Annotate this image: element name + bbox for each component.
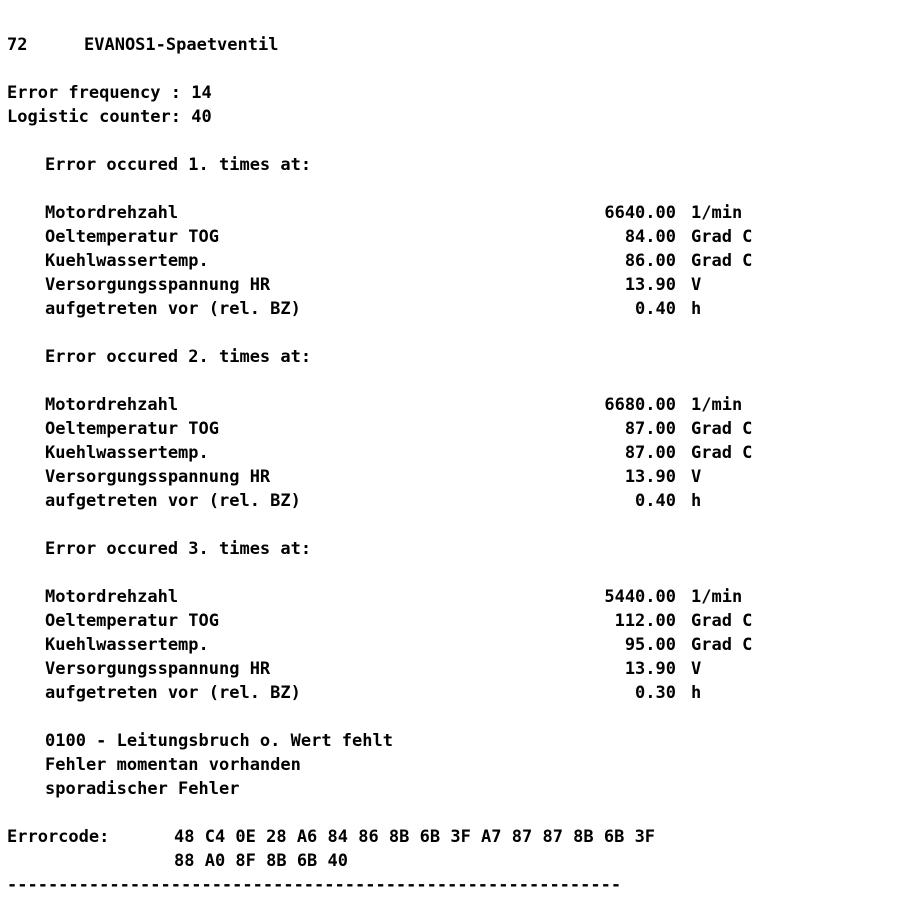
errorcode-line [7, 825, 897, 849]
measurement-unit: h [691, 683, 702, 703]
fault-type: 0100 - Leitungsbruch o. Wert fehlt [45, 731, 393, 751]
measurement-unit: Grad C [691, 635, 753, 655]
separator-line [7, 873, 897, 897]
measurement-unit: Grad C [691, 227, 753, 247]
errorcode-bytes: 48 C4 0E 28 A6 84 86 8B 6B 3F A7 87 87 8B 6B 3F [174, 827, 656, 847]
error-frequency: Error frequency : 14 [7, 83, 212, 103]
measurement-row [7, 201, 897, 225]
fault-sporadic: sporadischer Fehler [45, 779, 240, 799]
measurement-unit: V [691, 659, 702, 679]
measurement-value: 13.90 [624, 275, 676, 295]
measurement-row [7, 273, 897, 297]
measurement-unit: V [691, 275, 702, 295]
measurement-row [7, 249, 897, 273]
measurement-name: Versorgungsspannung HR [45, 659, 271, 679]
measurement-unit: 1/min [691, 587, 743, 607]
measurement-unit: Grad C [691, 611, 753, 631]
measurement-value: 112.00 [614, 611, 676, 631]
spacer [7, 513, 897, 537]
measurement-value: 87.00 [624, 419, 676, 439]
measurement-value: 95.00 [624, 635, 676, 655]
measurement-value: 13.90 [624, 467, 676, 487]
measurement-name: Oeltemperatur TOG [45, 611, 219, 631]
measurement-unit: h [691, 299, 702, 319]
measurement-value: 86.00 [624, 251, 676, 271]
separator-rule: ------------------------------------------------------------ [7, 875, 622, 895]
fault-code: 72 [7, 35, 28, 55]
measurement-row [7, 681, 897, 705]
measurement-name: Kuehlwassertemp. [45, 443, 209, 463]
spacer [7, 57, 897, 81]
measurement-row [7, 393, 897, 417]
measurement-name: Kuehlwassertemp. [45, 251, 209, 271]
measurement-row [7, 633, 897, 657]
errorcode-label: Errorcode: [7, 827, 110, 847]
occurrence-title: Error occured 3. times at: [45, 539, 312, 559]
measurement-row [7, 657, 897, 681]
measurement-row [7, 465, 897, 489]
measurement-name: aufgetreten vor (rel. BZ) [45, 299, 301, 319]
measurement-row [7, 441, 897, 465]
measurement-row [7, 417, 897, 441]
errorcode-bytes-continued: 88 A0 8F 8B 6B 40 [174, 851, 348, 871]
measurement-name: Motordrehzahl [45, 395, 179, 415]
measurement-row [7, 489, 897, 513]
measurement-name: Oeltemperatur TOG [45, 419, 219, 439]
measurement-value: 5440.00 [604, 587, 676, 607]
spacer [7, 321, 897, 345]
spacer [7, 801, 897, 825]
spacer [7, 129, 897, 153]
measurement-unit: V [691, 467, 702, 487]
error-report [7, 33, 897, 897]
measurement-row [7, 585, 897, 609]
occurrence-title: Error occured 1. times at: [45, 155, 312, 175]
measurement-row [7, 609, 897, 633]
fault-name: EVANOS1-Spaetventil [84, 35, 279, 55]
fault-presence: Fehler momentan vorhanden [45, 755, 301, 775]
measurement-row [7, 297, 897, 321]
measurement-name: aufgetreten vor (rel. BZ) [45, 491, 301, 511]
measurement-value: 0.40 [635, 299, 676, 319]
spacer [7, 561, 897, 585]
measurement-value: 0.40 [635, 491, 676, 511]
measurement-unit: h [691, 491, 702, 511]
fault-title [7, 33, 897, 57]
occurrence-title: Error occured 2. times at: [45, 347, 312, 367]
measurement-value: 0.30 [635, 683, 676, 703]
measurement-name: Versorgungsspannung HR [45, 467, 271, 487]
measurement-value: 84.00 [624, 227, 676, 247]
measurement-row [7, 225, 897, 249]
measurement-unit: Grad C [691, 419, 753, 439]
spacer [7, 705, 897, 729]
measurement-name: aufgetreten vor (rel. BZ) [45, 683, 301, 703]
measurement-name: Kuehlwassertemp. [45, 635, 209, 655]
measurement-value: 6640.00 [604, 203, 676, 223]
measurement-value: 13.90 [624, 659, 676, 679]
measurement-unit: Grad C [691, 443, 753, 463]
measurement-unit: 1/min [691, 395, 743, 415]
measurement-value: 87.00 [624, 443, 676, 463]
spacer [7, 177, 897, 201]
measurement-unit: 1/min [691, 203, 743, 223]
logistic-counter: Logistic counter: 40 [7, 107, 212, 127]
measurement-unit: Grad C [691, 251, 753, 271]
measurement-name: Oeltemperatur TOG [45, 227, 219, 247]
measurement-value: 6680.00 [604, 395, 676, 415]
measurement-name: Versorgungsspannung HR [45, 275, 271, 295]
measurement-name: Motordrehzahl [45, 587, 179, 607]
measurement-name: Motordrehzahl [45, 203, 179, 223]
spacer [7, 369, 897, 393]
